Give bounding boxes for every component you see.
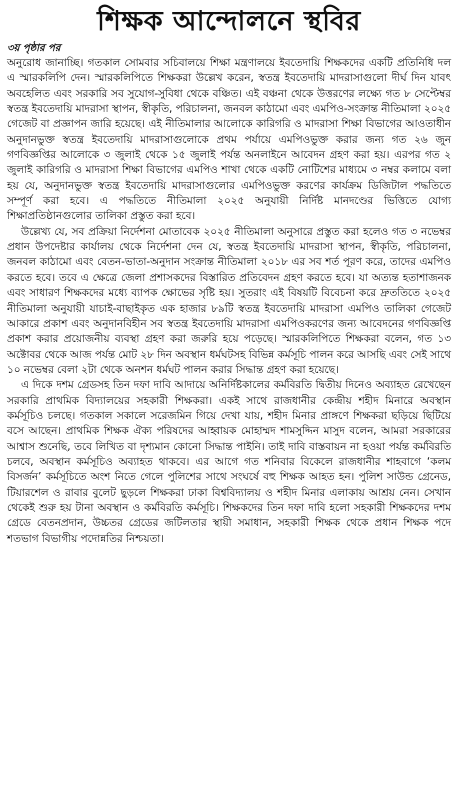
article-headline: শিক্ষক আন্দোলনে স্থবির: [97, 6, 361, 37]
article-paragraph: অনুরোধ জানাচ্ছি। গতকাল সোমবার সচিবালয়ে শিক্ষা মন্ত্রণালয়ে ইবতেদায়ি শিক্ষকদের একটি প্রতিনিধি দল এ স্মারকলিপি দেন। স্মারকলিপিতে শিক্ষকরা উল্লেখ করেন, স্বতন্ত্র ইবতেদায়ি মাদরাসাগুলো দীর্ঘ দিন যাবৎ অবহেলিত এবং সরকারি সব সুযোগ-সুবিধা থেকে বঞ্চিত। এই বঞ্চনা থেকে উত্তরণের লক্ষ্যে গত ৮ সেপ্টেম্বর স্বতন্ত্র ইবতেদায়ি মাদরাসা স্থাপন, স্বীকৃতি, পরিচালনা, জনবল কাঠামো এবং এমপিও-সংক্রান্ত নীতিমালা ২০২৫ গেজেট বা প্রজ্ঞাপন জারি হয়েছে। এই নীতিমালার আলোকে কারিগরি ও মাদরাসা শিক্ষা বিভাগের আওতাধীন অনুদানভুক্ত স্বতন্ত্র ইবতেদায়ি মাদরাসাগুলোকে প্রথম পর্যায়ে এমপিওভুক্ত করার জন্য গত ২৬ জুন গণবিজ্ঞপ্তির আলোকে ৩ জুলাই থেকে ১৫ জুলাই পর্যন্ত অনলাইনে আবেদন গ্রহণ করা হয়। এরপর গত ২ জুলাই কারিগরি ও মাদরাসা শিক্ষা বিভাগের এমপিও শাখা থেকে একটি নোটিশের মাধ্যমে ৩ নম্বর কলামে বলা হয় যে, অনুদানভুক্ত স্বতন্ত্র ইবতেদায়ি মাদরাসাগুলোর এমপিওভুক্ত করণের কার্যক্রম ডিজিটাল পদ্ধতিতে সম্পূর্ণ করা হবে। এ পদ্ধতিতে নীতিমালা ২০২৫ অনুযায়ী নির্দিষ্ট মানদণ্ডের ভিত্তিতে যোগ্য শিক্ষাপ্রতিষ্ঠানগুলোর তালিকা প্রস্তুত করা হবে।: [7, 57, 451, 223]
article-paragraph: উল্লেখ্য যে, সব প্রক্রিয়া নির্দেশনা মোতাবেক ২০২৫ নীতিমালা অনুসারে প্রস্তুত করা হলেও গত ৩ নভেম্বর প্রধান উপদেষ্টার কার্যালয় থেকে নির্দেশনা দেন যে, স্বতন্ত্র ইবতেদায়ি মাদরাসা স্থাপন, স্বীকৃতি, পরিচালনা, জনবল কাঠামো এবং বেতন-ভাতা-অনুদান সংক্রান্ত নীতিমালা ২০১৮ এর সব শর্ত পূরণ করে, তাদের এমপিও করতে হবে। তবে এ ক্ষেত্রে জেলা প্রশাসকদের বিস্তারিত প্রতিবেদন গ্রহণ করতে হবে। যা অত্যন্ত হতাশাজনক এবং সাধারণ শিক্ষকদের মধ্যে ব্যাপক ক্ষোভের সৃষ্টি হয়। সুতরাং এই বিষয়টি বিবেচনা করে দ্রুততিতে ২০২৫ নীতিমালা অনুযায়ী যাচাই-বাছাইকৃত এক হাজার ৮৯টি স্বতন্ত্র ইবতেদায়ি মাদরাসা এমপিও তালিকা গেজেট আকারে প্রকাশ এবং অনুদানবিহীন সব স্বতন্ত্র ইবতেদায়ি মাদরাসা এমপিওকরণের জন্য আবেদনের গণবিজ্ঞপ্তি প্রকাশ করার প্রয়োজনীয় ব্যবস্থা গ্রহণ করা জরুরি হয়ে পড়েছে। স্মারকলিপিতে শিক্ষকরা বলেন, গত ১৩ অক্টোবর থেকে আজ পর্যন্ত মোট ২৮ দিন অবস্থান ধর্মঘটসহ বিভিন্ন কর্মসূচি পালন করে আসছি এবং সেই সাথে ১০ নভেম্বর বেলা ২টা থেকে অনশন ধর্মঘট পালন করার সিদ্ধান্ত গ্রহণ করা হয়েছে।: [7, 225, 451, 376]
article-body: [7, 56, 451, 547]
article-paragraph: এ দিকে দশম গ্রেডসহ তিন দফা দাবি আদায়ে অনির্দিষ্টকালের কর্মবিরতি দ্বিতীয় দিনেও অব্যাহত রেখেছেন সরকারি প্রাথমিক বিদ্যালয়ের সহকারী শিক্ষকরা। একই সাথে রাজধানীর কেন্দ্রীয় শহীদ মিনারে অবস্থান কর্মসূচিও চলছে। গতকাল সকালে সরেজমিন গিয়ে দেখা যায়, শহীদ মিনার প্রাঙ্গণে শিক্ষকরা ছড়িয়ে ছিটিয়ে বসে আছেন। প্রাথমিক শিক্ষক ঐক্য পরিষদের আহ্বায়ক মোহাম্মদ শামসুদ্দিন মাসুদ বলেন, আমরা সরকারের আশ্বাস শুনেছি, তবে লিখিত বা দৃশ্যমান কোনো সিদ্ধান্ত পাইনি। তাই দাবি বাস্তবায়ন না হওয়া পর্যন্ত কর্মবিরতি চলবে, অবস্থান কর্মসূচিও অব্যাহত থাকবে। এর আগে গত শনিবার বিকেলে রাজধানীর শাহবাগে ‘কলম বিসর্জন’ কর্মসূচিতে অংশ নিতে গেলে পুলিশের সাথে সংঘর্ষে বহু শিক্ষক আহত হন। পুলিশ সাউন্ড গ্রেনেড, টিয়ারশেল ও রাবার বুলেট ছুড়লে শিক্ষকরা ঢাকা বিশ্ববিদ্যালয় ও শহীদ মিনার এলাকায় আশ্রয় নেন। সেখান থেকেই শুরু হয় টানা অবস্থান ও কর্মবিরতি কর্মসূচি। শিক্ষকদের তিন দফা দাবি হলো সহকারী শিক্ষকদের দশম গ্রেডে বেতনপ্রদান, উচ্চতর গ্রেডের জটিলতার স্থায়ী সমাধান, সহকারী শিক্ষক থেকে প্রধান শিক্ষক পদে শতভাগ বিভাগীয় পদোন্নতির নিশ্চয়তা।: [7, 379, 451, 545]
continued-from-label: ৩য় পৃষ্ঠার পর: [7, 43, 61, 54]
